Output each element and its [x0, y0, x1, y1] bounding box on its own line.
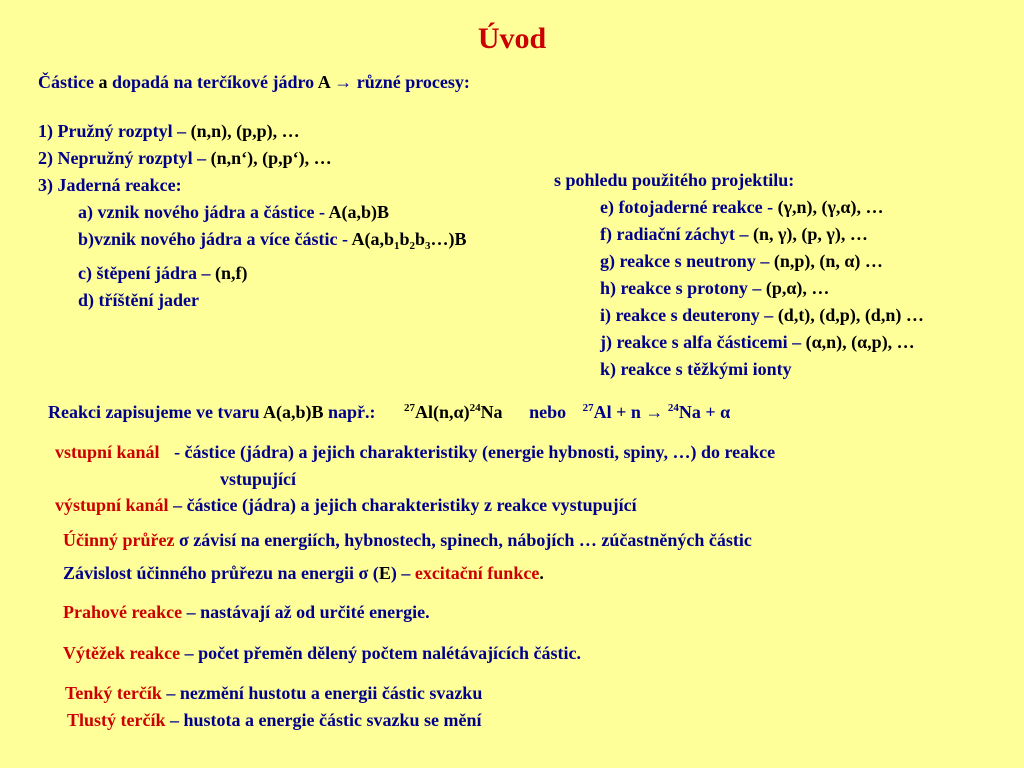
example-1: $^{27}Al(n,\alpha)^{24}Na$ [404, 402, 503, 422]
projectile-label: e) fotojaderné reakce - [600, 197, 774, 217]
projectile-label: i) reakce s deuterony – [600, 305, 774, 325]
projectile-item [554, 248, 924, 275]
notation-text: Reakci zapisujeme ve tvaru [48, 402, 260, 422]
energy-symbol: E [378, 563, 391, 583]
projectile-label: h) reakce s protony – [600, 278, 762, 298]
threshold-label: Prahové reakce [63, 602, 183, 622]
reaction-item [38, 199, 467, 226]
process-values: (n,n‘), (p,p‘), … [210, 148, 332, 168]
yield-line [63, 643, 581, 664]
cross-section-label: Účinný průřez [63, 530, 175, 550]
intro-text: různé procesy: [356, 72, 470, 92]
projectile-values: (n,p), (n, α) … [773, 251, 883, 271]
excitation-text: ) – [390, 563, 411, 583]
intro-text: dopadá na terčíkové jádro [111, 72, 315, 92]
thin-target-line [65, 683, 482, 704]
yield-text: – počet přeměn dělený počtem nalétávajících částic. [184, 643, 582, 663]
projectile-heading: s pohledu použitého projektilu: [554, 170, 795, 190]
thin-target-text: – nezmění hustotu a energii částic svazku [166, 683, 483, 703]
projectile-label: j) reakce s alfa částicemi – [600, 332, 802, 352]
reaction-item [38, 287, 467, 314]
output-channel-text: – částice (jádra) a jejich charakteristiky z reakce vystupující [173, 495, 637, 515]
reaction-label: c) štěpení jádra – [78, 263, 211, 283]
projectile-item [554, 221, 924, 248]
process-label: 2) Nepružný rozptyl – [38, 148, 207, 168]
thin-target-label: Tenký terčík [65, 683, 162, 703]
threshold-line [63, 602, 430, 623]
projectile-item [554, 275, 924, 302]
notation-form: A(a,b)B [262, 402, 324, 422]
thick-target-line [67, 710, 481, 731]
input-channel-label: vstupní kanál [55, 442, 160, 462]
projectile-values: (α,n), (α,p), … [805, 332, 915, 352]
process-values: (n,n), (p,p), … [190, 121, 300, 141]
process-item [38, 172, 467, 199]
reaction-item [38, 260, 467, 287]
projectile-values: (γ,n), (γ,α), … [777, 197, 884, 217]
projectile-label: g) reakce s neutrony – [600, 251, 770, 271]
reaction-label: a) vznik nového jádra a částice - [78, 202, 325, 222]
excitation-term: excitační funkce [414, 563, 540, 583]
projectile-list [554, 167, 924, 383]
cross-section-text: σ závisí na energiích, hybnostech, spinech, nábojích … zúčastněných částic [179, 530, 752, 550]
projectile-values: (n, γ), (p, γ), … [752, 224, 868, 244]
intro-a: a [98, 72, 108, 92]
intro-line [38, 72, 470, 93]
output-channel [55, 495, 637, 516]
process-label: 3) Jaderná reakce: [38, 175, 182, 195]
projectile-label: k) reakce s těžkými ionty [600, 359, 792, 379]
intro-A: A [317, 72, 330, 92]
projectile-label: f) radiační záchyt – [600, 224, 749, 244]
projectile-values: (d,t), (d,p), (d,n) … [777, 305, 924, 325]
cross-section-line [63, 530, 752, 551]
reaction-value: (n,f) [214, 263, 248, 283]
projectile-item [554, 302, 924, 329]
projectile-item [554, 356, 924, 383]
excitation-text: Závislost účinného průřezu na energii σ ( [63, 563, 379, 583]
reaction-value: A(a,b)B [328, 202, 390, 222]
process-item [38, 145, 467, 172]
thick-target-text: – hustota a energie částic svazku se mění [170, 710, 482, 730]
notation-or: nebo [529, 402, 567, 422]
threshold-text: – nastávají až od určité energie. [186, 602, 430, 622]
notation-line [48, 402, 730, 423]
notation-example-label: např.: [328, 402, 376, 422]
reaction-label: b)vznik nového jádra a více částic - [78, 229, 348, 249]
process-list [38, 118, 467, 314]
input-channel [55, 442, 775, 463]
thick-target-label: Tlustý terčík [67, 710, 166, 730]
arrow: → [334, 72, 353, 92]
excitation-line [63, 563, 544, 584]
process-label: 1) Pružný rozptyl – [38, 121, 187, 141]
input-channel-text: - částice (jádra) a jejich charakteristiky (energie hybnosti, spiny, …) do reakce [174, 442, 776, 462]
output-channel-label: výstupní kanál [55, 495, 169, 515]
reaction-item [38, 226, 467, 260]
process-item [38, 118, 467, 145]
reaction-value: $A(a,b_1b_2b_3\dots)B$ [351, 229, 467, 252]
page-title: Úvod [477, 22, 547, 55]
yield-label: Výtěžek reakce [63, 643, 181, 663]
input-channel-cont: vstupující [220, 469, 297, 489]
intro-text: Částice [38, 72, 94, 92]
reaction-label: d) tříštění jader [78, 290, 199, 310]
projectile-values: (p,α), … [765, 278, 830, 298]
excitation-dot: . [539, 563, 544, 583]
projectile-item [554, 194, 924, 221]
example-2: $^{27}$Al + n → $^{24}$Na + α [582, 402, 731, 422]
projectile-item [554, 329, 924, 356]
